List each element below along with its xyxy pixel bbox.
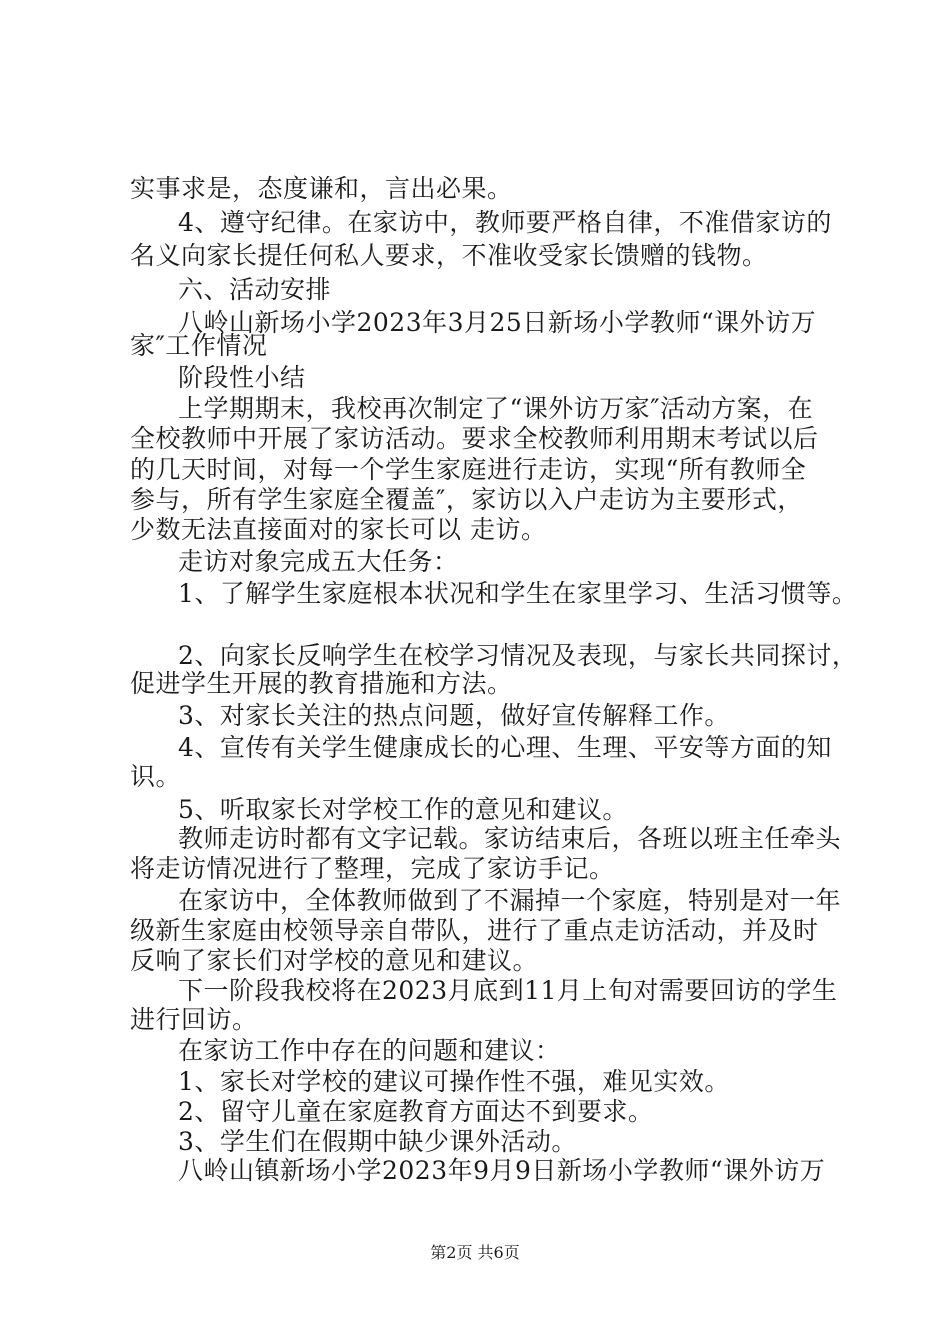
text-line: 教师走访时都有文字记载。家访结束后，各班以班主任牵头 (178, 824, 842, 853)
text-line: 全校教师中开展了家访活动。要求全校教师利用期末考试以后 (130, 424, 819, 453)
text-line: 的几天时间，对每一个学生家庭进行走访，实现“所有教师全 (130, 455, 807, 484)
text-line: 4、遵守纪律。在家访中，教师要严格自律，不准借家访的 (178, 208, 832, 237)
text-line: 反响了家长们对学校的意见和建议。 (130, 946, 539, 975)
text-line: 上学期期末，我校再次制定了“课外访万家″活动方案，在 (178, 394, 814, 423)
text-line: 参与，所有学生家庭全覆盖″，家访以入户走访为主要形式， (130, 485, 803, 514)
text-line: 进行回访。 (130, 1005, 258, 1034)
text-line: 在家访工作中存在的问题和建议： (178, 1036, 561, 1065)
list-item: 3、对家长关注的热点问题，做好宣传解释工作。 (178, 701, 730, 730)
list-item: 1、家长对学校的建议可操作性不强，难见实效。 (178, 1067, 730, 1096)
text-line: 识。 (130, 762, 182, 791)
list-item: 2、留守儿童在家庭教育方面达不到要求。 (178, 1097, 654, 1126)
list-item: 5、听取家长对学校工作的意见和建议。 (178, 795, 628, 824)
text-line: 促进学生开展的教育措施和方法。 (130, 669, 513, 698)
text-line: 在家访中，全体教师做到了不漏掉一个家庭，特别是对一年 (178, 886, 842, 915)
list-item: 2、向家长反响学生在校学习情况及表现，与家长共同探讨， (178, 641, 858, 670)
text-line: 名义向家长提任何私人要求，不准收受家长馈赠的钱物。 (130, 241, 768, 270)
text-line: 八岭山镇新场小学2023年9月9日新场小学教师“课外访万 (178, 1156, 826, 1185)
report-title-line: 八岭山新场小学2023年3月25日新场小学教师“课外访万 (178, 308, 817, 337)
report-title-line: 家″工作情况 (130, 331, 268, 360)
text-line: 级新生家庭由校领导亲自带队，进行了重点走访活动，并及时 (130, 916, 819, 945)
report-subtitle: 阶段性小结 (178, 363, 306, 392)
page-number-footer: 第2页 共6页 (430, 1243, 520, 1262)
text-line: 走访对象完成五大任务： (178, 547, 459, 576)
list-item: 3、学生们在假期中缺少课外活动。 (178, 1127, 577, 1156)
text-line: 下一阶段我校将在2023月底到11月上旬对需要回访的学生 (178, 976, 838, 1005)
text-line: 实事求是，态度谦和，言出必果。 (130, 174, 513, 203)
text-line: 将走访情况进行了整理，完成了家访手记。 (130, 854, 615, 883)
section-heading: 六、活动安排 (178, 275, 332, 304)
list-item: 4、宣传有关学生健康成长的心理、生理、平安等方面的知 (178, 733, 832, 762)
text-line: 少数无法直接面对的家长可以 走访。 (130, 515, 547, 544)
list-item: 1、了解学生家庭根本状况和学生在家里学习、生活习惯等。 (178, 579, 858, 608)
